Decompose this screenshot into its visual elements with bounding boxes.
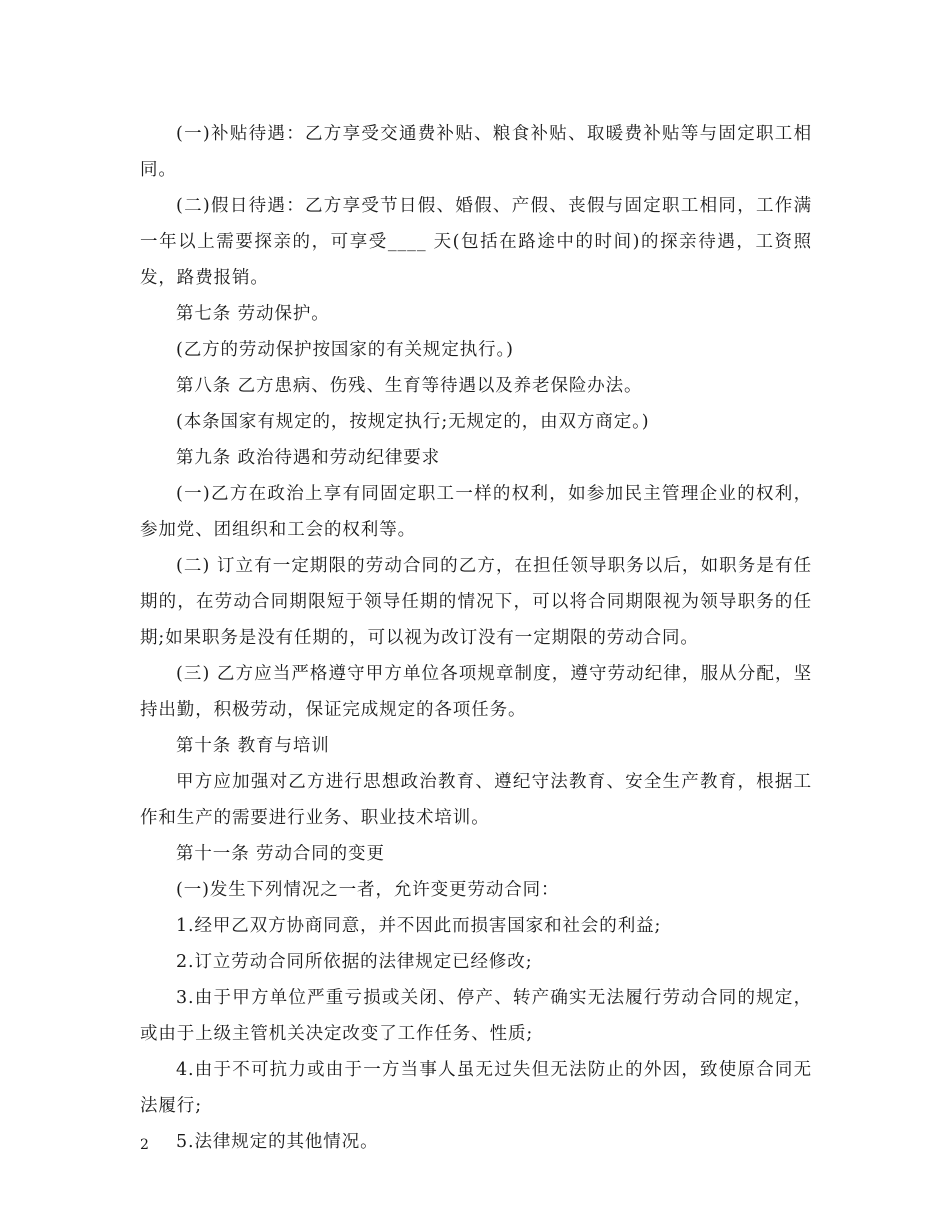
list-item-4: 4.由于不可抗力或由于一方当事人虽无过失但无法防止的外因，致使原合同无法履行;: [140, 1060, 812, 1116]
article-7-heading: 第七条 劳动保护。: [176, 304, 330, 324]
list-item-1: 1.经甲乙双方协商同意，并不因此而损害国家和社会的利益;: [176, 916, 662, 936]
article-10-body: 甲方应加强对乙方进行思想政治教育、遵纪守法教育、安全生产教育，根据工作和生产的需要进行业务、职业技术培训。: [140, 772, 812, 828]
article-9-item-1: (一)乙方在政治上享有同固定职工一样的权利，如参加民主管理企业的权利，参加党、团组织和工会的权利等。: [140, 484, 812, 540]
article-9-item-3: (三) 乙方应当严格遵守甲方单位各项规章制度，遵守劳动纪律，服从分配，坚持出勤，积极劳动，保证完成规定的各项任务。: [140, 664, 812, 720]
article-9-item-2: (二) 订立有一定期限的劳动合同的乙方，在担任领导职务以后，如职务是有任期的，在劳动合同期限短于领导任期的情况下，可以将合同期限视为领导职务的任期;如果职务是没有任期的，可以视为改订没有一定期限的劳动合同。: [140, 556, 812, 648]
list-item-3: 3.由于甲方单位严重亏损或关闭、停产、转产确实无法履行劳动合同的规定，或由于上级主管机关决定改变了工作任务、性质;: [140, 988, 812, 1044]
list-item-5: 5.法律规定的其他情况。: [176, 1132, 379, 1152]
document-body: [140, 116, 812, 1160]
paragraph-holiday: (二)假日待遇：乙方享受节日假、婚假、产假、丧假与固定职工相同，工作满一年以上需要探亲的，可享受____ 天(包括在路途中的时间)的探亲待遇，工资照发，路费报销。: [140, 196, 812, 288]
article-11-heading: 第十一条 劳动合同的变更: [176, 844, 385, 864]
article-9-heading: 第九条 政治待遇和劳动纪律要求: [176, 448, 441, 468]
page-number: 2: [140, 1137, 149, 1153]
article-8-heading: 第八条 乙方患病、伤残、生育等待遇以及养老保险办法。: [176, 376, 643, 396]
list-item-2: 2.订立劳动合同所依据的法律规定已经修改;: [176, 952, 533, 972]
paragraph-subsidy: (一)补贴待遇：乙方享受交通费补贴、粮食补贴、取暖费补贴等与固定职工相同。: [140, 124, 812, 180]
article-11-item-1: (一)发生下列情况之一者，允许变更劳动合同：: [176, 880, 560, 900]
article-8-note: (本条国家有规定的，按规定执行;无规定的，由双方商定。): [176, 412, 650, 432]
article-10-heading: 第十条 教育与培训: [176, 736, 330, 756]
article-7-note: (乙方的劳动保护按国家的有关规定执行。): [176, 340, 514, 360]
